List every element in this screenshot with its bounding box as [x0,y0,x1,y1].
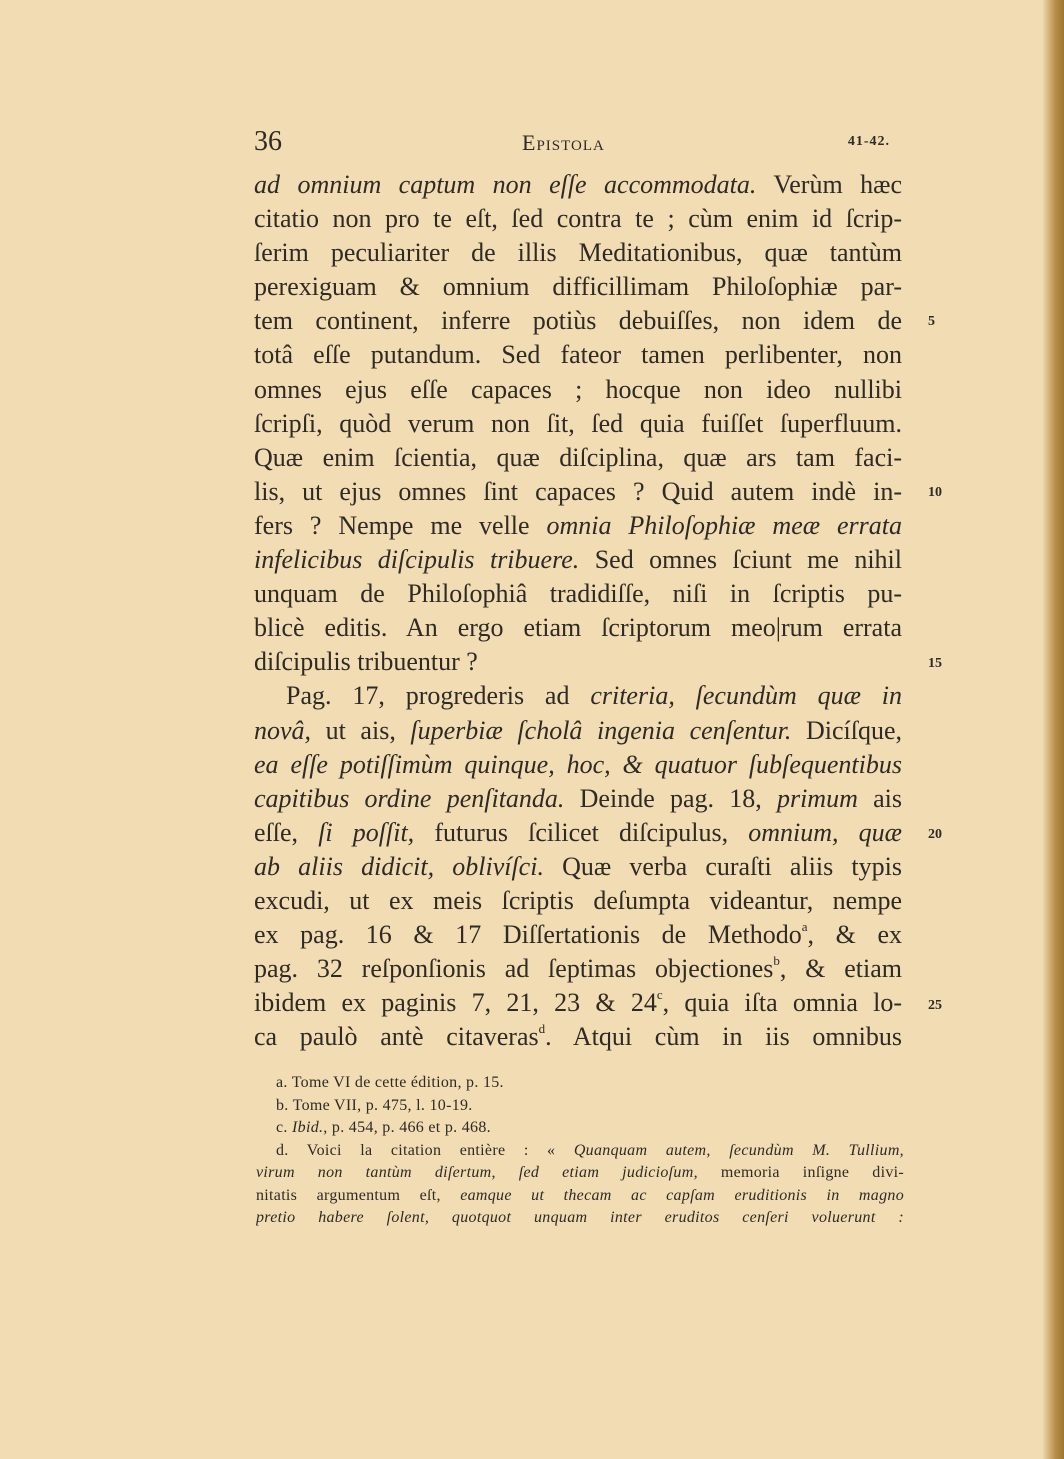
text-line [254,884,902,918]
margin-line-number: 5 [928,314,935,329]
margin-line-number: 25 [928,998,942,1013]
italic-text: omnia Philoſophiæ meæ errata [546,510,902,540]
text-line [254,168,902,202]
text-line [254,373,902,407]
text-segment: perexiguam & omnium difficillimam Philoſophiæ par- [254,272,902,302]
text-segment: ca paulò antè citaveras [254,1022,539,1052]
text-segment: nitatis argumentum eſt, [256,1186,461,1204]
italic-text: ad omnium captum non eſſe accommodata. [254,170,757,199]
footnote-line [256,1117,904,1140]
text-segment: tem continent, inferre potiùs debuiſſes, non idem de [254,306,902,336]
text-line [254,1020,902,1054]
text-segment: ſerim peculiariter de illis Meditationibus, quæ tantùm [254,238,902,268]
italic-text: virum non tantùm diſertum, ſed etiam judicioſum, [256,1164,698,1181]
text-segment: Deinde pag. 18, [564,783,777,813]
text-segment: eſſe, [254,817,319,847]
text-line [254,475,902,509]
running-title: Epistola [522,130,605,155]
text-line [254,952,902,986]
footnote-line [256,1207,904,1230]
text-segment: , p. 454, p. 466 et p. 468. [323,1119,491,1136]
text-line [254,338,902,372]
text-segment: citatio non pro te eſt, ſed contra te ; cùm enim id ſcrip- [254,204,902,234]
text-line [254,270,902,304]
text-line [254,407,902,441]
text-segment: diſcipulis tribuentur ? [254,647,478,677]
text-segment: ut ais, [311,715,411,745]
italic-text: eamque ut thecam ac capſam eruditionis in magno [460,1186,904,1204]
body-text [254,168,902,1054]
italic-text: ea eſſe potiſſimùm quinque, hoc, & quatuor ſubſequentibus [254,749,902,779]
page-edge [1042,0,1064,1459]
margin-line-number: 20 [928,827,942,842]
italic-text: ab aliis didicit, oblivíſci. [254,851,544,881]
text-line [254,645,902,679]
text-segment: blicè editis. An ergo etiam ſcriptorum meo|rum errata [254,613,902,643]
text-segment: c. [276,1119,293,1136]
text-segment: Sed omnes ſciunt me nihil [579,545,902,575]
text-segment: omnes ejus eſſe capaces ; hocque non ideo nullibi [254,374,902,404]
text-segment: memoria inſigne divi- [697,1164,904,1181]
text-segment: ex pag. 16 & 17 Diſſertationis de Methodo [254,920,802,950]
footnote-line [256,1072,904,1095]
text-line [254,236,902,270]
italic-text: pretio habere ſolent, quotquot unquam inter eruditos cenſeri voluerunt : [256,1209,904,1226]
text-segment: pag. 32 reſponſionis ad ſeptimas objectiones [254,954,774,984]
text-segment: Quæ verba curaſti aliis typis [543,851,902,881]
footnote-marker: d [538,1021,546,1037]
text-segment: fers ? Nempe me velle [254,510,547,540]
text-segment: d. Voici la citation entière : « [276,1141,574,1159]
text-segment: unquam de Philoſophiâ tradidiſſe, niſi in ſcriptis pu- [254,579,902,609]
text-segment: a. Tome VI de cette édition, p. 15. [276,1074,504,1091]
text-segment: futurus ſcilicet diſcipulus, [414,817,749,847]
text-segment: ais [857,783,902,813]
text-line [254,441,902,475]
text-line [254,543,902,577]
text-line [254,816,902,850]
italic-text: novâ, [254,715,312,745]
footnote-line [256,1162,904,1185]
text-segment: ibidem ex paginis 7, 21, 23 & 24 [254,988,657,1018]
footnote-marker: c [656,987,663,1003]
text-segment: , & etiam [779,954,902,984]
text-segment: Pag. 17, progrederis ad [286,681,591,711]
text-line [254,782,902,816]
footnotes [256,1072,904,1230]
italic-text: Ibid. [292,1119,324,1136]
text-line [254,918,902,952]
text-segment: lis, ut ejus omnes ſint capaces ? Quid autem indè in- [254,476,902,506]
footnote-marker: a [801,919,808,935]
italic-text: ſuperbiæ ſcholâ ingenia cenſentur. [410,715,792,745]
text-segment: excudi, ut ex meis ſcriptis deſumpta videantur, nempe [254,885,902,915]
italic-text: infelicibus diſcipulis tribuere. [254,545,580,575]
italic-text: primum [776,783,858,813]
italic-text: criteria, ſecundùm quæ in [590,681,902,711]
text-line [254,304,902,338]
text-segment: ſcripſi, quòd verum non ſit, ſed quia fuiſſet ſuperfluum. [254,408,902,438]
text-line [254,611,902,645]
text-segment: , quia iſta omnia lo- [662,988,902,1018]
text-line [254,509,902,543]
text-segment: Quæ enim ſcientia, quæ diſciplina, quæ ars tam faci- [254,442,902,472]
text-line [254,714,902,748]
italic-text: ſi poſſit, [318,817,415,847]
text-line [254,850,902,884]
text-segment: , & ex [807,920,902,950]
folio-reference: 41-42. [847,134,890,149]
text-line [254,986,902,1020]
text-line [254,202,902,236]
page-number: 36 [254,126,282,157]
text-segment: Verùm hæc [756,170,902,199]
footnote-line [256,1185,904,1208]
margin-line-number: 15 [928,656,942,671]
text-segment: . Atqui cùm in iis omnibus [545,1022,902,1052]
italic-text: omnium, quæ [748,817,902,847]
text-segment: b. Tome VII, p. 475, l. 10-19. [276,1096,473,1114]
text-line [254,577,902,611]
text-segment: totâ eſſe putandum. Sed fateor tamen perlibenter, non [254,340,902,370]
footnote-line [256,1095,904,1118]
italic-text: capitibus ordine penſitanda. [254,783,565,813]
text-line [254,679,902,713]
italic-text: Quanquam autem, ſecundùm M. Tullium, [573,1141,904,1159]
footnote-line [256,1140,904,1163]
margin-line-number: 10 [928,485,942,500]
page-header [254,126,890,158]
text-line [254,748,902,782]
text-segment: Dicíſque, [791,715,902,745]
footnote-marker: b [773,953,780,969]
